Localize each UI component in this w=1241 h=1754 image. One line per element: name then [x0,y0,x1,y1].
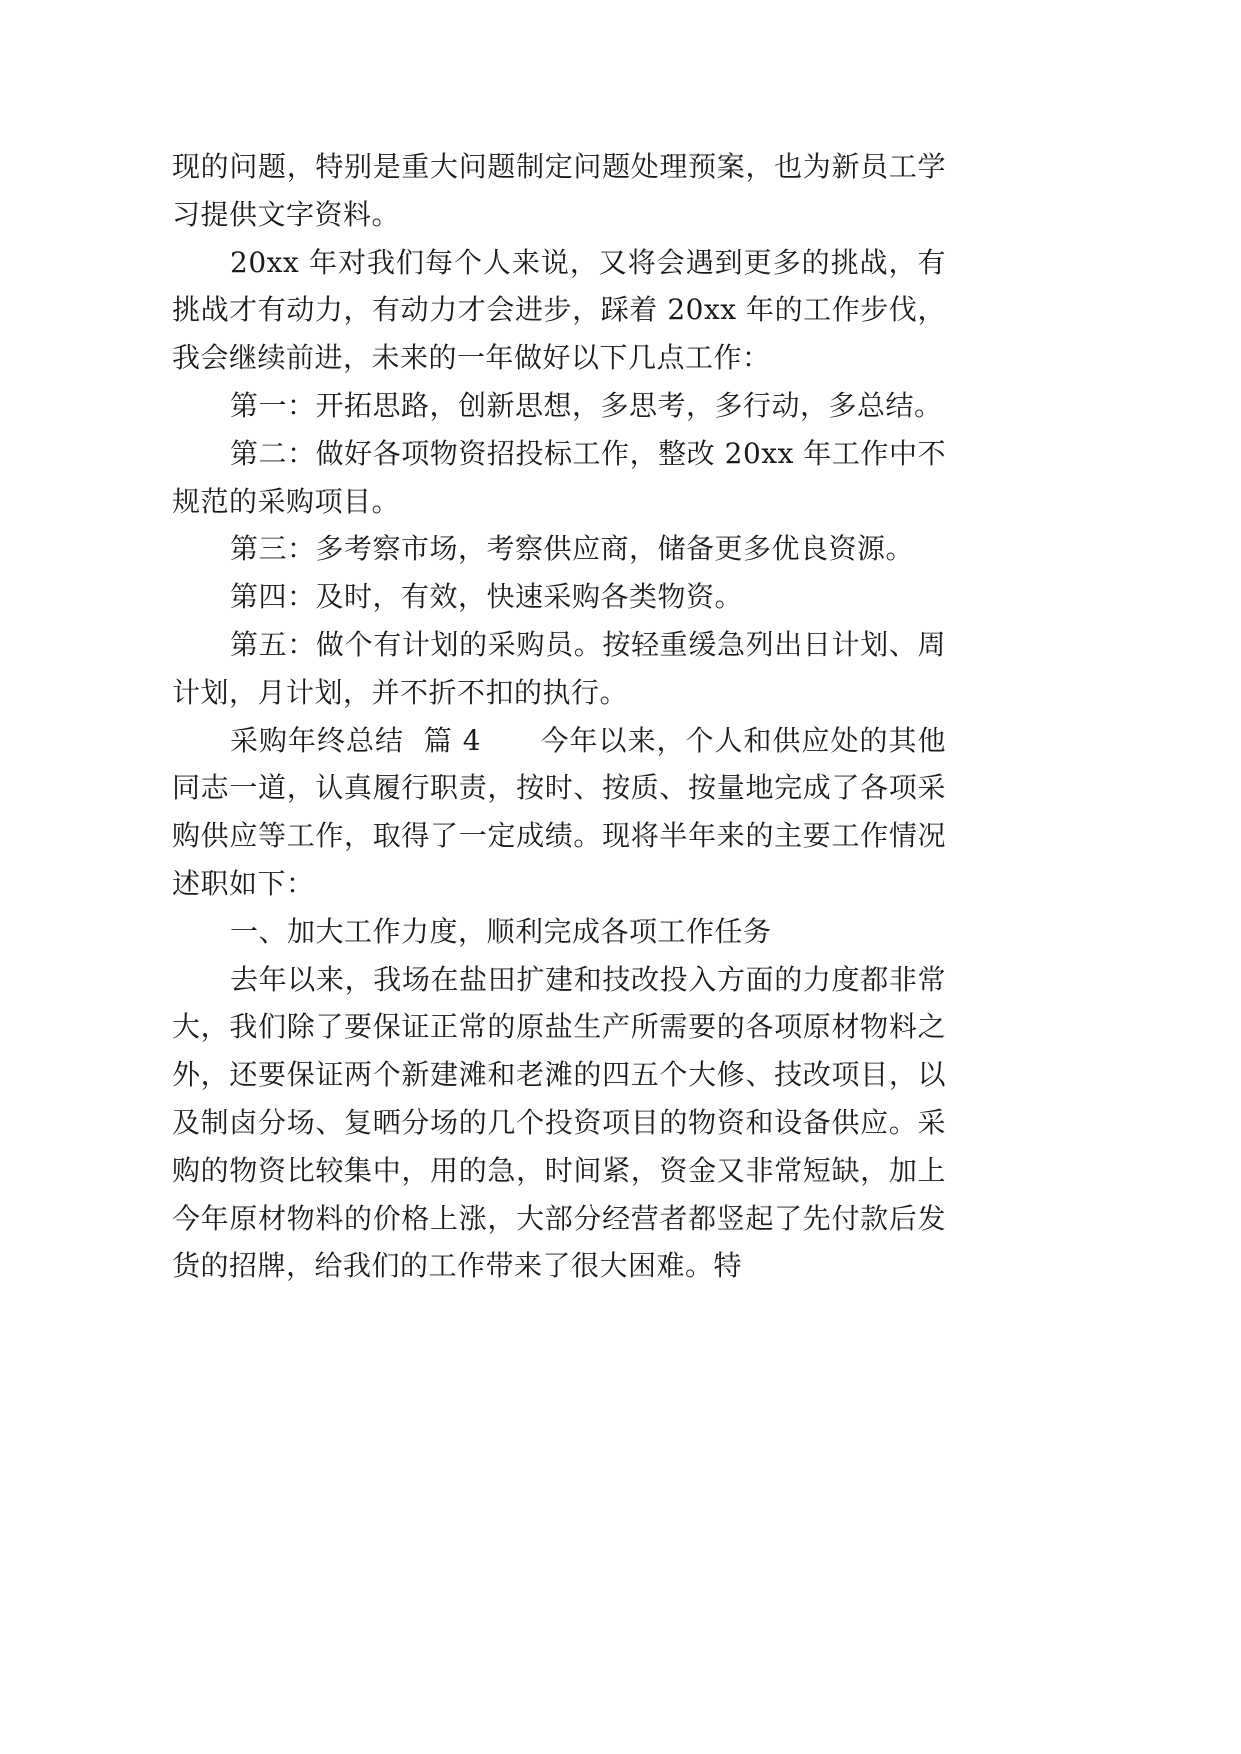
paragraph: 第三：多考察市场，考察供应商，储备更多优良资源。 [230,532,915,566]
paragraph: 第二：做好各项物资招投标工作，整改 20xx 年工作中不规范的采购项目。 [172,436,946,518]
paragraph: 现的问题，特别是重大问题制定问题处理预案，也为新员工学习提供文字资料。 [172,150,946,231]
paragraph: 第五：做个有计划的采购员。按轻重缓急列出日计划、周计划，月计划，并不折不扣的执行。 [172,627,946,709]
paragraph: 采购年终总结 篇 4 今年以来，个人和供应处的其他同志一道，认真履行职责，按时、按质、按量地完成了各项采购供应等工作，取得了一定成绩。现将半年来的主要工作情况述职如下： [172,723,946,900]
paragraph: 去年以来，我场在盐田扩建和技改投入方面的力度都非常大，我们除了要保证正常的原盐生产所需要的各项原材物料之外，还要保证两个新建滩和老滩的四五个大修、技改项目，以及制卤分场、复晒分场的几个投资项目的物资和设备供应。采购的物资比较集中，用的急，时间紧，资金又非常短缺，加上今年原材物料的价格上涨，大部分经营者都竖起了先付款后发货的招牌，给我们的工作带来了很大困难。特 [172,962,946,1283]
document-body [172,143,946,1290]
paragraph: 第一：开拓思路，创新思想，多思考，多行动，多总结。 [230,388,943,422]
paragraph: 第四：及时，有效，快速采购各类物资。 [230,580,744,614]
paragraph: 20xx 年对我们每个人来说，又将会遇到更多的挑战，有挑战才有动力，有动力才会进步，踩着 20xx 年的工作步伐，我会继续前进，未来的一年做好以下几点工作： [172,245,946,375]
section-heading: 一、加大工作力度，顺利完成各项工作任务 [230,914,772,948]
